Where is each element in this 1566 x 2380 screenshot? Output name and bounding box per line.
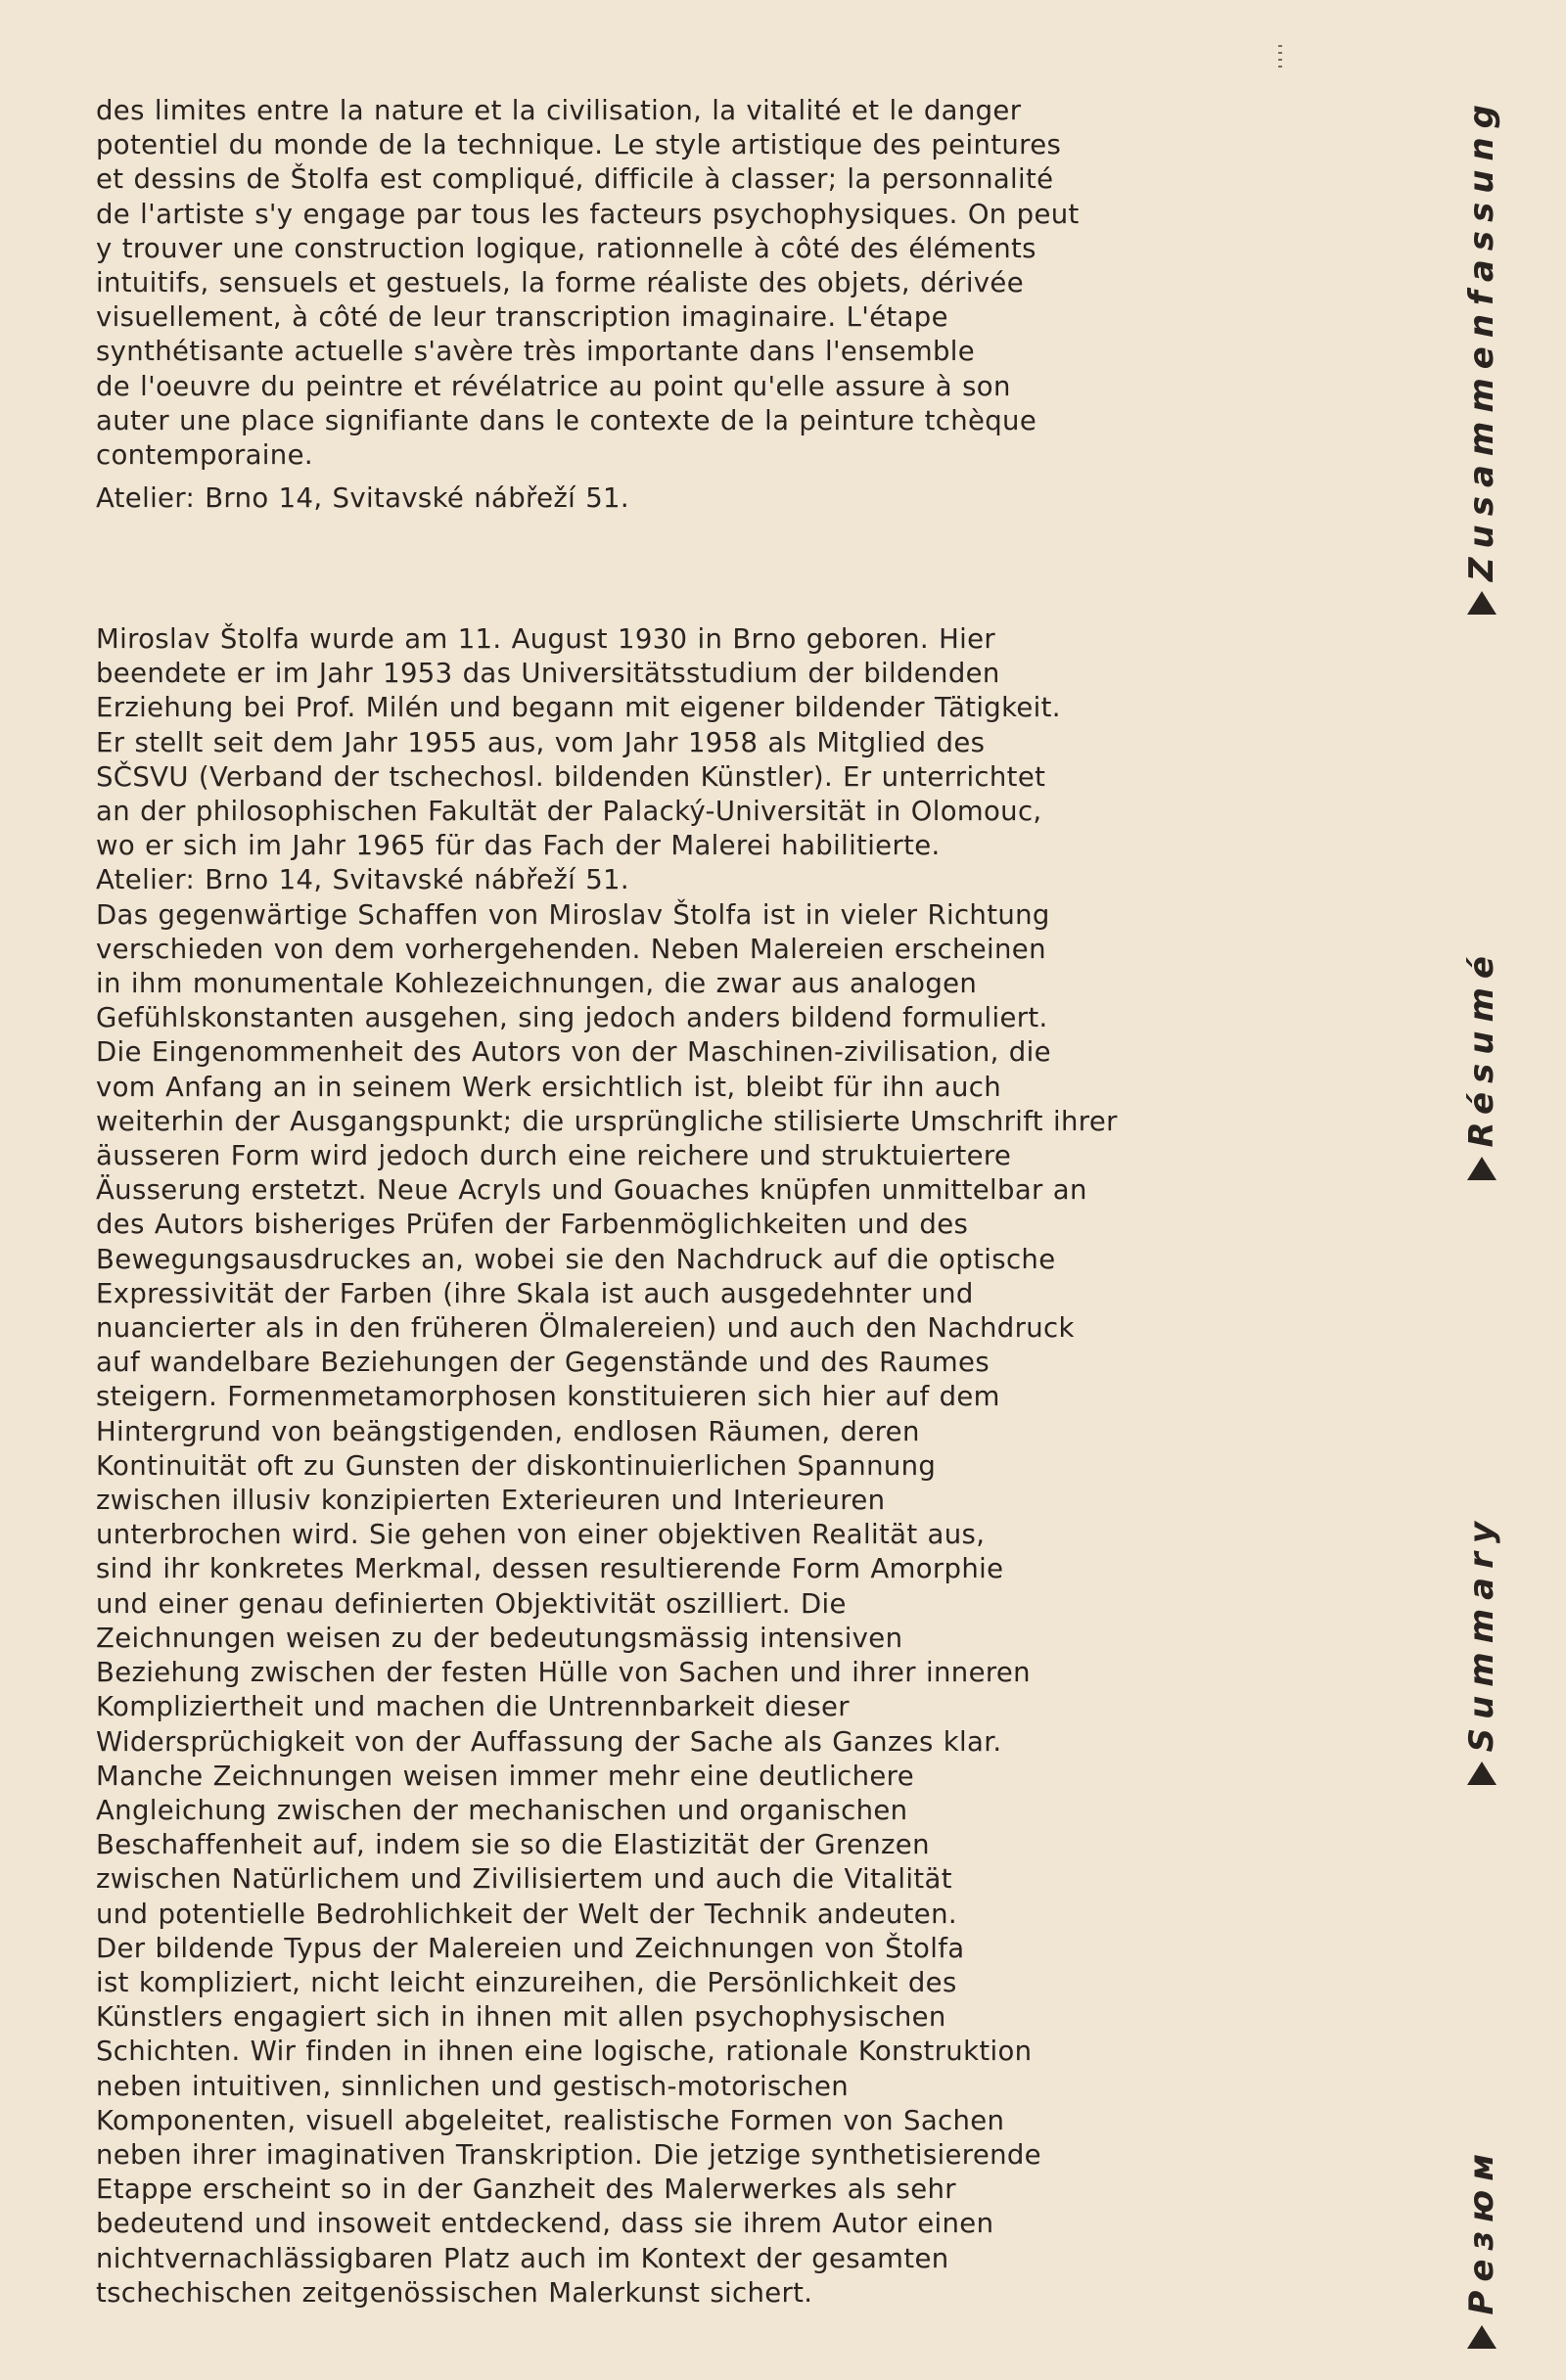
text-line: Hintergrund von beängstigenden, endlosen Räumen, deren (96, 1415, 920, 1447)
text-line: Manche Zeichnungen weisen immer mehr eine deutlichere (96, 1760, 914, 1792)
text-line: des limites entre la nature et la civilisation, la vitalité et le danger (96, 95, 1022, 126)
text-line: beendete er im Jahr 1953 das Universitätsstudium der bildenden (96, 658, 1000, 690)
side-tab-resume (1456, 947, 1507, 1180)
text-line: unterbrochen wird. Sie gehen von einer objektiven Realität aus, (96, 1519, 986, 1551)
text-line: Künstlers engagiert sich in ihnen mit allen psychophysischen (96, 2001, 946, 2034)
text-line: visuellement, à côté de leur transcription imaginaire. L'étape (96, 301, 948, 334)
text-line: verschieden von dem vorhergehenden. Neben Malereien erscheinen (96, 933, 1046, 965)
text-line: äusseren Form wird jedoch durch eine reichere und struktuiertere (96, 1140, 1012, 1172)
triangle-pointer-icon (1467, 591, 1497, 615)
side-tab-zusammenfassung (1456, 96, 1507, 615)
text-line: an der philosophischen Fakultät der Palacký-Universität in Olomouc, (96, 796, 1042, 828)
text-line: Er stellt seit dem Jahr 1955 aus, vom Jahr 1958 als Mitglied des (96, 726, 986, 758)
text-line: neben ihrer imaginativen Transkription. Die jetzige synthetisierende (96, 2138, 1041, 2171)
text-line: Beschaffenheit auf, indem sie so die Elastizität der Grenzen (96, 1829, 930, 1861)
side-tab-label: Résumé (1462, 947, 1501, 1148)
text-line: Die Eingenommenheit des Autors von der Maschinen-zivilisation, die (96, 1036, 1051, 1069)
corner-mark (1278, 45, 1282, 70)
triangle-pointer-icon (1467, 2325, 1497, 2349)
text-line: in ihm monumentale Kohlezeichnungen, die zwar aus analogen (96, 968, 978, 1000)
text-line: Kompliziertheit und machen die Untrennbarkeit dieser (96, 1691, 850, 1723)
text-line: Bewegungsausdruckes an, wobei sie den Nachdruck auf die optische (96, 1243, 1056, 1275)
text-line: neben intuitiven, sinnlichen und gestisch-motorischen (96, 2070, 850, 2102)
side-tab-label: Zusammenfassung (1462, 96, 1501, 582)
french-summary-text (96, 94, 1251, 473)
text-line: synthétisante actuelle s'avère très importante dans l'ensemble (96, 336, 976, 368)
atelier-line: Atelier: Brno 14, Svitavské nábřeží 51. (96, 864, 629, 896)
french-atelier-address (96, 481, 1251, 516)
text-line: weiterhin der Ausgangspunkt; die ursprüngliche stilisierte Umschrift ihrer (96, 1105, 1118, 1137)
text-line: de l'artiste s'y engage par tous les facteurs psychophysiques. On peut (96, 198, 1080, 230)
text-line: tschechischen zeitgenössischen Malerkunst sichert. (96, 2276, 813, 2309)
text-line: Angleichung zwischen der mechanischen und organischen (96, 1794, 908, 1826)
text-line: ist kompliziert, nicht leicht einzureihen, die Persönlichkeit des (96, 1966, 957, 1998)
text-line: vom Anfang an in seinem Werk ersichtlich ist, bleibt für ihn auch (96, 1071, 1002, 1103)
text-line: Expressivität der Farben (ihre Skala ist auch ausgedehnter und (96, 1277, 974, 1309)
text-line: SČSVU (Verband der tschechosl. bildenden Künstler). Er unterrichtet (96, 760, 1046, 793)
text-line: Gefühlskonstanten ausgehen, sing jedoch anders bildend formuliert. (96, 1002, 1048, 1034)
atelier-line: Atelier: Brno 14, Svitavské nábřeží 51. (96, 482, 629, 514)
triangle-pointer-icon (1467, 1157, 1497, 1180)
text-line: de l'oeuvre du peintre et révélatrice au point qu'elle assure à son (96, 370, 1011, 402)
german-summary-text (96, 622, 1251, 2311)
text-line: y trouver une construction logique, rationnelle à côté des éléments (96, 232, 1036, 264)
text-line: Beziehung zwischen der festen Hülle von Sachen und ihrer inneren (96, 1657, 1031, 1689)
text-line: Äusserung erstetzt. Neue Acryls und Gouaches knüpfen unmittelbar an (96, 1174, 1087, 1207)
text-line: auf wandelbare Beziehungen der Gegenstände und des Raumes (96, 1347, 990, 1379)
text-line: zwischen illusiv konzipierten Exterieuren und Interieuren (96, 1485, 886, 1517)
text-line: Miroslav Štolfa wurde am 11. August 1930 in Brno geboren. Hier (96, 623, 996, 655)
text-line: des Autors bisheriges Prüfen der Farbenmöglichkeiten und des (96, 1209, 969, 1241)
text-line: Der bildende Typus der Malereien und Zeichnungen von Štolfa (96, 1932, 965, 1964)
text-line: Zeichnungen weisen zu der bedeutungsmässig intensiven (96, 1622, 903, 1654)
text-line: zwischen Natürlichem und Zivilisiertem und auch die Vitalität (96, 1863, 952, 1896)
text-line: Widersprüchigkeit von der Auffassung der Sache als Ganzes klar. (96, 1725, 1002, 1758)
text-line: Das gegenwärtige Schaffen von Miroslav Štolfa ist in vieler Richtung (96, 898, 1050, 931)
text-line: nichtvernachlässigbaren Platz auch im Kontext der gesamten (96, 2242, 949, 2274)
text-line: Erziehung bei Prof. Milén und begann mit eigener bildender Tätigkeit. (96, 692, 1061, 724)
text-line: Schichten. Wir finden in ihnen eine logische, rationale Konstruktion (96, 2036, 1033, 2068)
text-line: Kontinuität oft zu Gunsten der diskontinuierlichen Spannung (96, 1449, 937, 1482)
text-line: Etappe erscheint so in der Ganzheit des Malerwerkes als sehr (96, 2174, 956, 2206)
text-line: sind ihr konkretes Merkmal, dessen resultierende Form Amorphie (96, 1553, 1004, 1585)
side-tab-label: Резюм (1462, 2145, 1501, 2315)
text-line: et dessins de Štolfa est compliqué, difficile à classer; la personnalité (96, 163, 1054, 196)
text-line: bedeutend und insoweit entdeckend, dass sie ihrem Autor einen (96, 2208, 994, 2240)
text-line: nuancierter als in den früheren Ölmalereien) und auch den Nachdruck (96, 1312, 1075, 1345)
text-line: intuitifs, sensuels et gestuels, la forme réaliste des objets, dérivée (96, 267, 1024, 299)
side-tab-label: Summary (1462, 1513, 1501, 1753)
side-tab-summary (1456, 1513, 1507, 1785)
text-line: wo er sich im Jahr 1965 für das Fach der Malerei habilitierte. (96, 830, 941, 862)
text-line: auter une place signifiante dans le contexte de la peinture tchèque (96, 404, 1037, 436)
text-line: steigern. Formenmetamorphosen konstituieren sich hier auf dem (96, 1381, 1000, 1413)
triangle-pointer-icon (1467, 1762, 1497, 1785)
text-line: Komponenten, visuell abgeleitet, realistische Formen von Sachen (96, 2104, 1005, 2136)
text-line: potentiel du monde de la technique. Le style artistique des peintures (96, 129, 1062, 161)
text-line: contemporaine. (96, 439, 313, 472)
text-line: und potentielle Bedrohlichkeit der Welt der Technik andeuten. (96, 1898, 957, 1930)
text-line: und einer genau definierten Objektivität oszilliert. Die (96, 1587, 847, 1620)
side-tab-rezyume (1456, 2145, 1507, 2349)
